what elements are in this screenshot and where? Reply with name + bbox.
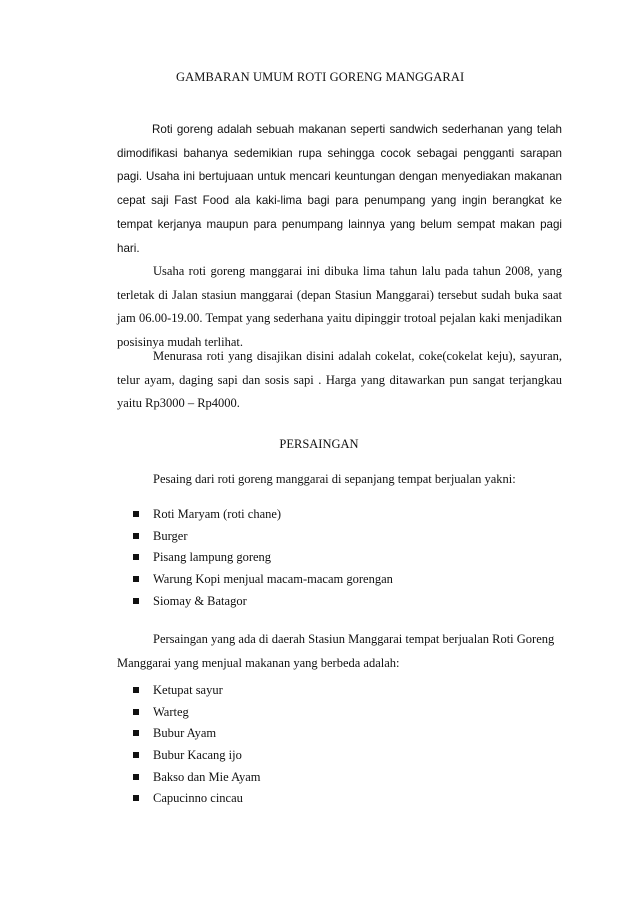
- list-item-label: Capucinno cincau: [153, 791, 243, 806]
- competitors-list: [133, 504, 393, 612]
- list-item-label: Burger: [153, 528, 188, 543]
- paragraph-text: Menurasa roti yang disajikan disini adalah cokelat, coke(cokelat keju), sayuran, telur ayam, daging sapi dan sosis sapi . Harga yang ditawarkan pun sangat terjangkau yaitu Rp3000 – Rp4000.: [117, 349, 562, 411]
- paragraph-menu: [117, 345, 562, 416]
- bullet-square-icon: [133, 533, 139, 539]
- bullet-square-icon: [133, 576, 139, 582]
- list-item: [133, 702, 261, 724]
- list-item-label: Warteg: [153, 704, 189, 719]
- bullet-square-icon: [133, 709, 139, 715]
- paragraph-history: [117, 260, 562, 355]
- list-item-label: Roti Maryam (roti chane): [153, 507, 282, 521]
- list-item: [133, 504, 393, 526]
- bullet-square-icon: [133, 511, 139, 517]
- paragraph-text: Roti goreng adalah sebuah makanan seperti sandwich sederhanan yang telah dimodifikasi bahanya sedemikian rupa sehingga cocok sebagai pengganti sarapan pagi. Usaha ini bertujuaan untuk mencari keuntungan dengan menyediakan makanan cepat saji Fast Food ala kaki-lima bagi para penumpang yang ingin berangkat ke tempat kerjanya maupun para penumpang lainnya yang belum sempat makan pagi hari.: [117, 123, 562, 255]
- section-title: PERSAINGAN: [279, 437, 359, 451]
- list-item: [133, 745, 261, 767]
- list-item-label: Ketupat sayur: [153, 683, 223, 697]
- list-item-label: Siomay & Batagor: [153, 593, 247, 608]
- list-item: [133, 569, 393, 591]
- bullet-square-icon: [133, 687, 139, 693]
- bullet-square-icon: [133, 774, 139, 780]
- paragraph-intro: [117, 118, 562, 260]
- bullet-square-icon: [133, 730, 139, 736]
- bullet-square-icon: [133, 598, 139, 604]
- bullet-square-icon: [133, 795, 139, 801]
- list-item: [133, 547, 393, 569]
- list-item-label: Pisang lampung goreng: [153, 550, 272, 565]
- bullet-square-icon: [133, 554, 139, 560]
- list-item: [133, 767, 261, 789]
- list-item: [133, 526, 393, 548]
- other-competitors-list: [133, 680, 261, 810]
- competitors-intro: Pesaing dari roti goreng manggarai di sepanjang tempat berjualan yakni:: [153, 472, 516, 486]
- list-item-label: Warung Kopi menjual macam-macam gorengan: [153, 572, 393, 587]
- list-item-label: Bubur Kacang ijo: [153, 748, 242, 763]
- page-title: GAMBARAN UMUM ROTI GORENG MANGGARAI: [176, 70, 465, 84]
- list-item: [133, 723, 261, 745]
- list-item: [133, 591, 393, 613]
- list-item-label: Bakso dan Mie Ayam: [153, 769, 261, 784]
- paragraph-text: Usaha roti goreng manggarai ini dibuka lima tahun lalu pada tahun 2008, yang terletak di Jalan stasiun manggarai (depan Stasiun Manggarai) tersebut sudah buka saat jam 06.00-19.00. Tempat yang sederhana yaitu dipinggir trotoal pejalan kaki menjadikan posisinya mudah terlihat.: [117, 264, 562, 350]
- list-item: [133, 680, 261, 702]
- list-item-label: Bubur Ayam: [153, 726, 217, 741]
- other-competitors-intro: Persaingan yang ada di daerah Stasiun Manggarai tempat berjualan Roti Goreng Manggarai yang menjual makanan yang berbeda adalah:: [117, 632, 555, 670]
- bullet-square-icon: [133, 752, 139, 758]
- list-item: [133, 788, 261, 810]
